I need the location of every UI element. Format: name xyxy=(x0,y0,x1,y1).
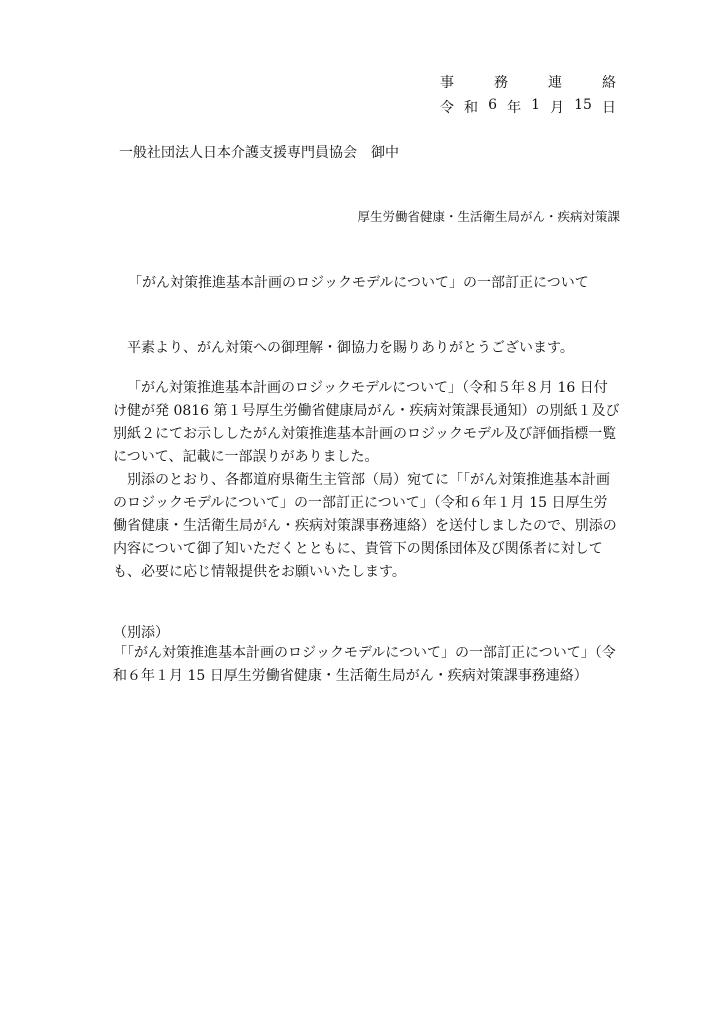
heading-char: 事 xyxy=(440,75,454,91)
heading-char: 務 xyxy=(494,75,508,91)
attachment-description: 「「がん対策推進基本計画のロジックモデルについて」の一部訂正について」（令和６年１月 15 日厚生労働省健康・生活衛生局がん・疾病対策課事務連絡） xyxy=(113,645,616,684)
date-part: 15 xyxy=(574,97,592,113)
sender: 厚生労働省健康・生活衛生局がん・疾病対策課 xyxy=(357,209,620,224)
date-part: 6 xyxy=(488,97,498,113)
date-part: 令 xyxy=(440,100,454,116)
date-part: 月 xyxy=(550,100,565,116)
date-part: 和 xyxy=(464,100,479,116)
addressee: 一般社団法人日本介護支援専門員協会 御中 xyxy=(119,145,399,161)
date-part: 年 xyxy=(507,100,522,116)
notice-type-heading xyxy=(440,72,616,92)
date-part: 1 xyxy=(531,97,541,113)
heading-char: 連 xyxy=(548,75,562,91)
attachment-label: （別添） xyxy=(113,625,169,641)
date-part: 日 xyxy=(602,100,616,116)
body-paragraph-2: 別添のとおり、各都道府県衛生主管部（局）宛てに「「がん対策推進基本計画のロジックモデルについて」の一部訂正について」（令和６年１月 15 日厚生労働省健康・生活衛生局がん・疾病対策課事務連絡）を送付しましたので、別添の内容について御了知いただくとともに、貴管下の関係団体及び関係者に対しても、必要に応じ情報提供をお願いいたします。 xyxy=(113,472,617,580)
greeting-paragraph: 平素より、がん対策への御理解・御協力を賜りありがとうございます。 xyxy=(127,340,574,356)
subject-line: 「がん対策推進基本計画のロジックモデルについて」の一部訂正について xyxy=(128,275,589,291)
heading-char: 絡 xyxy=(602,75,616,91)
body-paragraph-1: 「がん対策推進基本計画のロジックモデルについて」（令和５年８月 16 日付け健が発 0816 第１号厚生労働省健康局がん・疾病対策課長通知）の別紙１及び別紙２にてお示ししたがん対策推進基本計画のロジックモデル及び評価指標一覧について、記載に一部誤りがありました。 xyxy=(113,380,620,465)
issue-date xyxy=(440,97,616,117)
